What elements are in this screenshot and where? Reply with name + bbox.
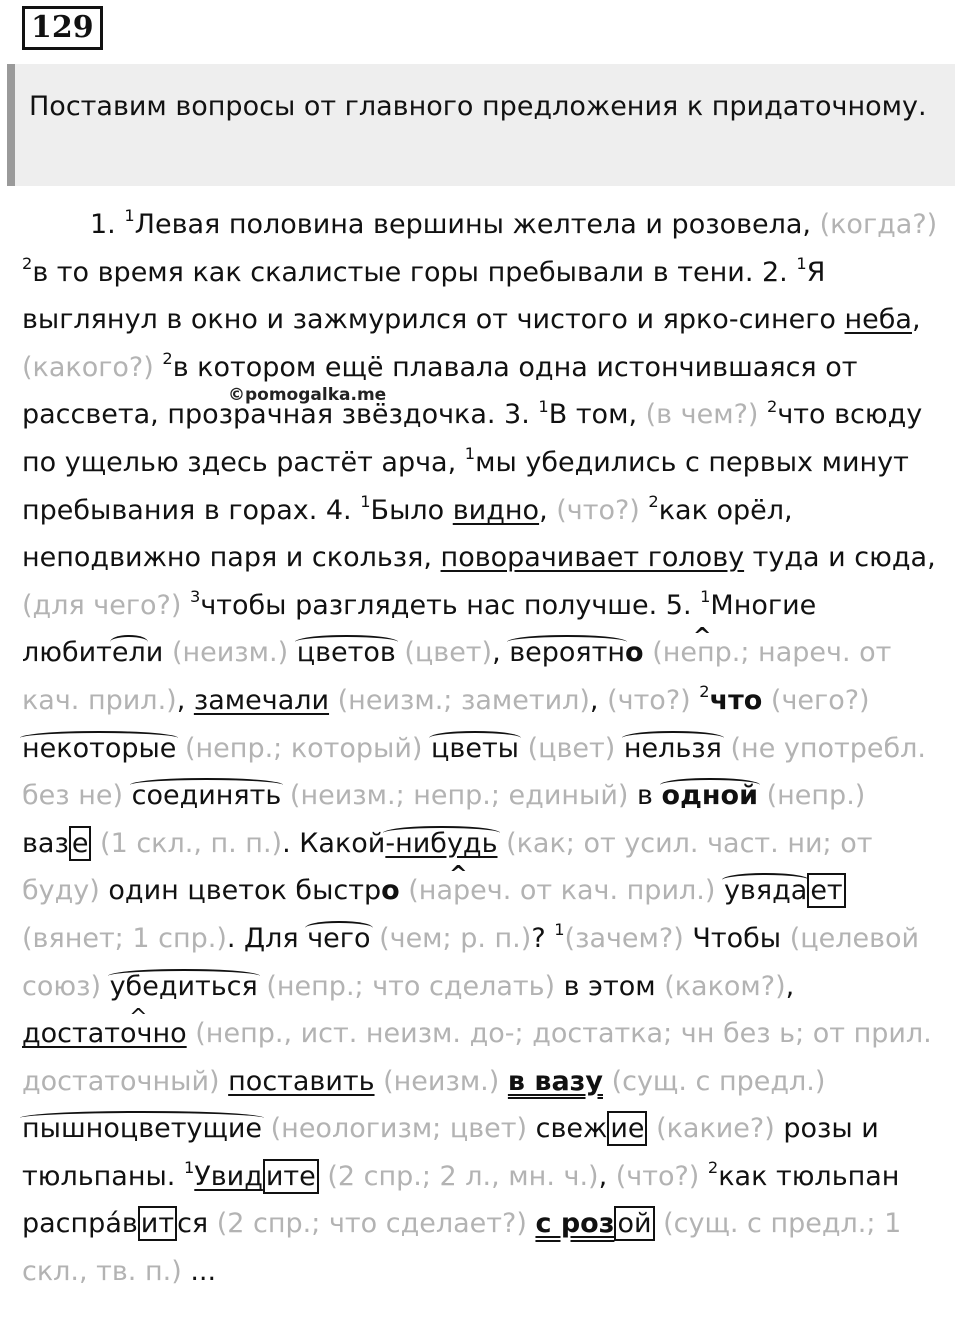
sentence-index: 2 (648, 491, 659, 511)
sentence-index: 1 (464, 444, 476, 464)
root-mark: увяда (723, 875, 808, 907)
text: чтобы разглядеть нас получше. 5. (200, 589, 701, 621)
sentence-index: 1 (183, 1158, 195, 1178)
underlined-word: в вазу (507, 1065, 603, 1097)
grammar-note: (неизм.; заметил) (329, 684, 590, 716)
question: (что?) (615, 1160, 708, 1192)
ending-box: ой (614, 1206, 654, 1241)
grammar-note: (не употребл. без не) (22, 732, 927, 812)
sentence-index: 3 (190, 587, 201, 607)
grammar-note: (непр.; который) (176, 732, 432, 764)
text: мы убедились с первых минут пребывания в горах. 4. (22, 446, 909, 526)
text: в этом (563, 970, 656, 1002)
text: В том, (548, 399, 646, 431)
suffix-mark: ^ о (625, 637, 644, 668)
root-mark: цветов (296, 637, 396, 669)
text: в (121, 1208, 138, 1240)
text: ? (531, 922, 555, 954)
text: , (589, 684, 608, 716)
underlined-word: с роз (535, 1208, 615, 1240)
underlined-word: видно (452, 494, 540, 526)
grammar-note: (нареч. от кач. прил.) (399, 875, 724, 907)
question: (какие?) (647, 1113, 784, 1145)
root-mark: чего (307, 922, 371, 954)
ending-box: ите (263, 1159, 319, 1194)
text: . Для (226, 922, 308, 954)
root-mark: некоторые (22, 732, 177, 764)
answer-paragraph (22, 201, 942, 1296)
text: Многие любит (22, 589, 817, 669)
grammar-note: (неизм.) (171, 637, 297, 669)
grammar-note: (цвет) (519, 732, 624, 764)
underlined-word: замечали (193, 684, 330, 716)
exercise-text (22, 201, 942, 1296)
underlined-word: неба (844, 304, 912, 336)
grammar-note: (непр.; нареч. от кач. прил.) (22, 637, 892, 716)
text: Я выглянул в окно и зажмурился от чистого и ярко-синего (22, 256, 845, 336)
suffix-mark: ^ о (381, 875, 400, 906)
question: (что?) (556, 494, 649, 526)
text: ваз (22, 827, 69, 859)
underlined-word: ^ достаточно (22, 1018, 187, 1049)
sentence-index: 2 (707, 1158, 719, 1178)
question: (в чем?) (645, 399, 768, 431)
root-mark: убедиться (109, 970, 258, 1002)
text: и (145, 637, 172, 669)
sentence-index: 1 (700, 587, 711, 607)
watermark: ©pomogalka.me (228, 385, 387, 405)
question: (каком?) (655, 970, 786, 1002)
text: как тюльпан распр (22, 1160, 900, 1240)
text: 1. (90, 209, 125, 240)
text: , (539, 494, 557, 526)
root-mark: ел (111, 637, 146, 669)
bold-word: одной (661, 780, 759, 812)
question: (что?) (607, 684, 700, 716)
text: ... (181, 1256, 217, 1288)
text: Было (370, 494, 453, 526)
text: розы и тюльпаны. (22, 1113, 879, 1192)
text: ся (177, 1208, 209, 1240)
root-mark: цветы (431, 732, 519, 764)
question: (какого?) (22, 351, 163, 383)
sentence-index: 1 (554, 920, 565, 940)
grammar-note: (сущ. с предл.) (602, 1065, 826, 1097)
text: один цветок быстр (108, 875, 382, 907)
text: а́ (105, 1208, 122, 1240)
underlined-word: -нибудь (385, 827, 498, 859)
underlined-word: Увид (194, 1160, 263, 1192)
sentence-index: 2 (767, 396, 778, 416)
grammar-note: (чем; р. п.) (370, 922, 532, 954)
text: , (492, 637, 510, 669)
grammar-note: (сущ. с предл.; 1 скл., тв. п.) (22, 1208, 902, 1288)
grammar-note: (1 скл., п. п.) (91, 827, 283, 859)
root-mark: соединять (131, 780, 282, 812)
ending-box: ет (807, 873, 845, 908)
task-instruction: Поставим вопросы от главного предложения к придаточному. (7, 64, 955, 186)
text: , (911, 304, 921, 336)
bold-word: что (709, 684, 763, 716)
text: как орёл, неподвижно паря и скользя, (22, 494, 793, 574)
ending-box: ие (607, 1111, 647, 1146)
grammar-note: (непр.) (758, 780, 866, 812)
grammar-note: (как; от усил. част. ни; от буду) (22, 827, 873, 907)
grammar-note: (вянет; 1 спр.) (22, 922, 227, 954)
text: , (598, 1160, 616, 1192)
question: (чего?) (762, 684, 870, 716)
text: свеж (535, 1113, 608, 1145)
text: , (785, 970, 795, 1002)
grammar-note: (непр.; что сделать) (257, 970, 564, 1002)
ending-box: ит (138, 1206, 177, 1241)
underlined-word: поворачивает голову (440, 542, 745, 574)
question: (зачем?) (564, 922, 693, 954)
text: , (176, 684, 194, 716)
text: что всюду по ущелью здесь растёт арча, (22, 399, 923, 478)
text: в котором ещё плавала одна истончившаяся от рассвета, прозрачная звёздочка. 3. (22, 351, 858, 431)
grammar-note: (неизм.; непр.; единый) (281, 780, 638, 812)
text: в то время как скалистые горы пребывали в тени. 2. (32, 256, 797, 288)
grammar-note: (неологизм; цвет) (262, 1113, 536, 1145)
sentence-index: 1 (124, 206, 135, 226)
question: (для чего?) (22, 589, 190, 621)
text: Чтобы (692, 922, 782, 954)
sentence-index: 2 (699, 682, 710, 702)
sentence-index: 1 (360, 491, 371, 511)
exercise-number: 129 (22, 6, 103, 50)
sentence-index: 2 (162, 349, 173, 369)
ending-box: е (69, 826, 92, 861)
question: (когда?) (819, 209, 938, 240)
text: туда и сюда, (744, 542, 936, 574)
root-mark: вероятн (509, 637, 626, 669)
root-mark: пышноцветущие (22, 1113, 263, 1145)
sentence-index: 2 (22, 253, 33, 273)
grammar-note: (неизм.) (374, 1065, 508, 1097)
grammar-note: (целевой союз) (22, 922, 920, 1002)
sentence-index: 1 (538, 396, 549, 416)
grammar-note: (2 спр.; что сделает?) (208, 1208, 536, 1240)
text: . Какой (282, 827, 386, 859)
grammar-note: (2 спр.; 2 л., мн. ч.) (318, 1160, 599, 1192)
underlined-word: поставить (228, 1065, 375, 1097)
text: в (637, 780, 662, 812)
grammar-note: (цвет) (395, 637, 493, 669)
grammar-note: (непр., ист. неизм. до-; достатка; чн без ь; от прил. достаточный) (22, 1018, 932, 1097)
text: Левая половина вершины желтела и розовела, (134, 209, 820, 240)
sentence-index: 1 (796, 253, 807, 273)
root-mark: нельзя (623, 732, 722, 764)
